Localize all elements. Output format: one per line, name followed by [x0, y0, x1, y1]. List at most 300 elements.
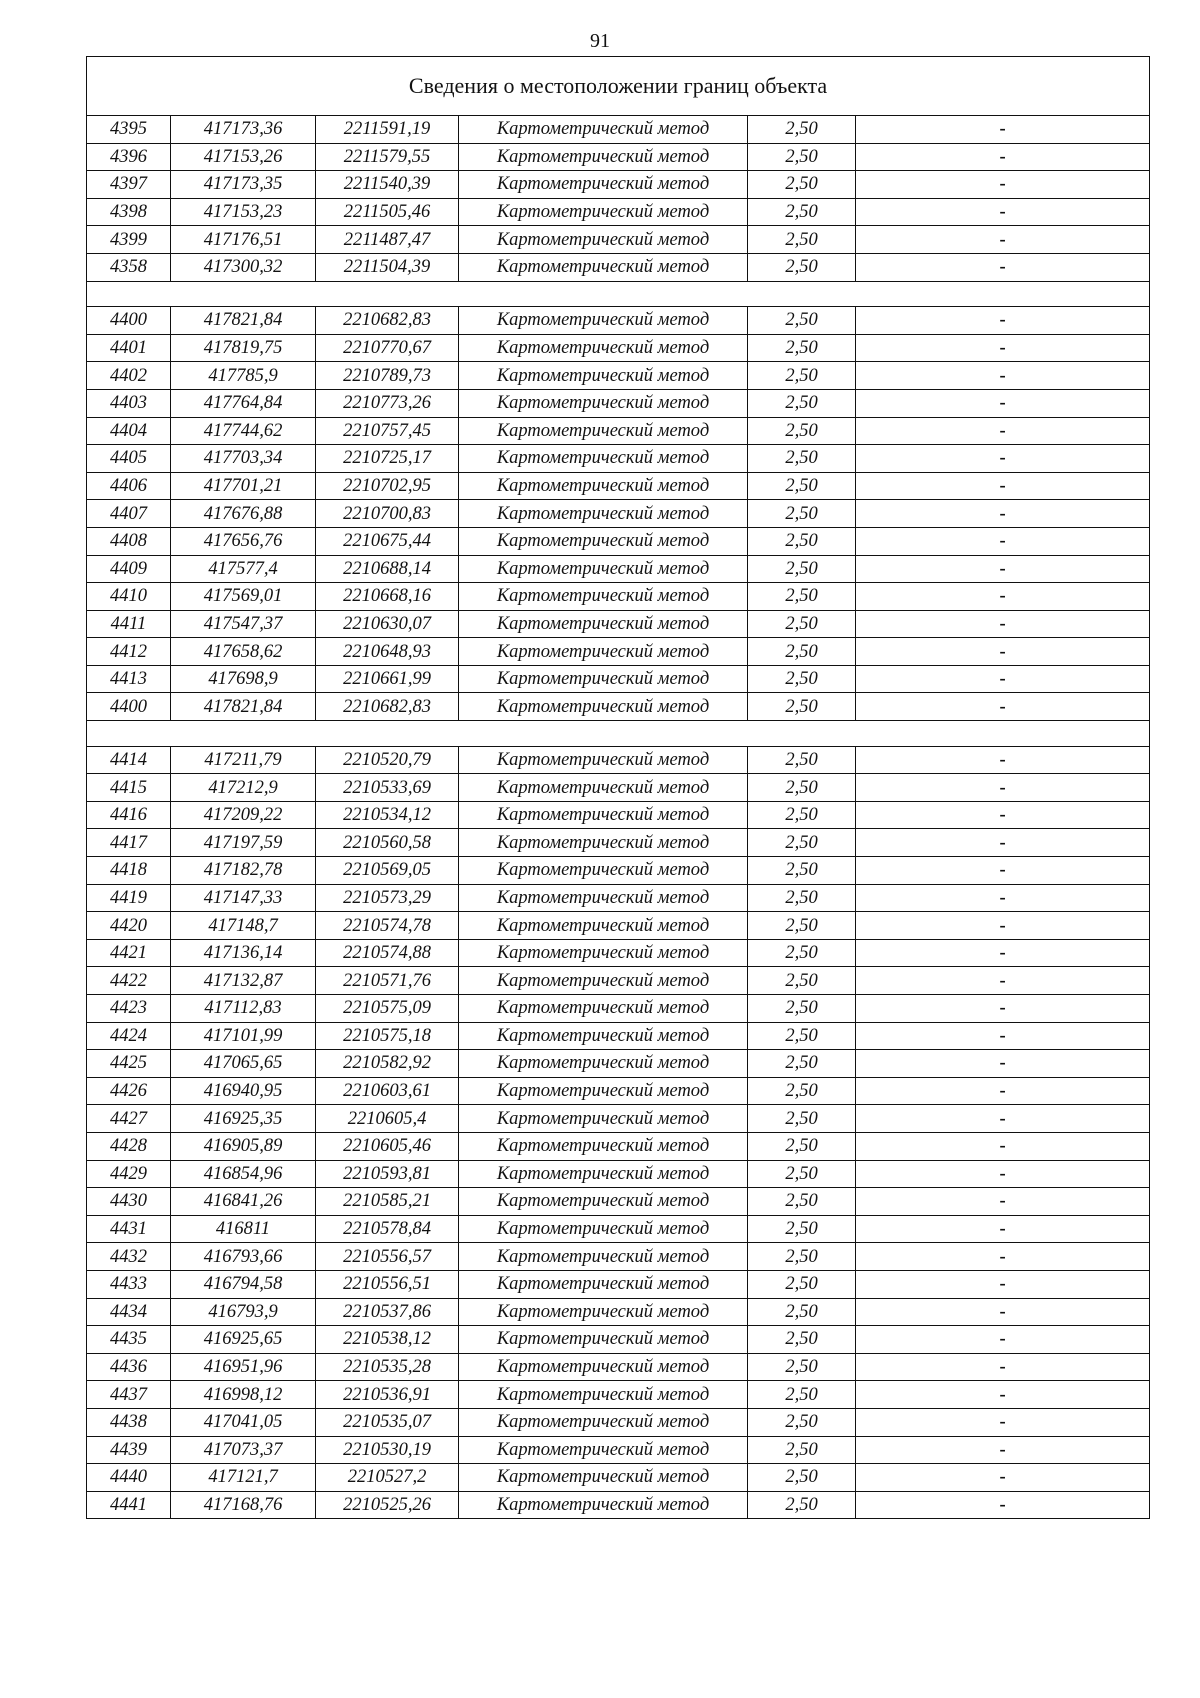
method-cell: Картометрический метод [459, 1050, 748, 1078]
table-row [87, 389, 1150, 417]
note-cell: - [856, 1160, 1150, 1188]
method-cell: Картометрический метод [459, 1270, 748, 1298]
note-cell: - [856, 1436, 1150, 1464]
y-coordinate-cell: 2210535,28 [316, 1353, 459, 1381]
method-cell: Картометрический метод [459, 362, 748, 390]
y-coordinate-cell: 2210603,61 [316, 1077, 459, 1105]
note-cell: - [856, 829, 1150, 857]
y-coordinate-cell: 2210675,44 [316, 527, 459, 555]
point-number-cell: 4401 [87, 334, 171, 362]
x-coordinate-cell: 416940,95 [171, 1077, 316, 1105]
y-coordinate-cell: 2210573,29 [316, 884, 459, 912]
y-coordinate-cell: 2210770,67 [316, 334, 459, 362]
method-cell: Картометрический метод [459, 417, 748, 445]
method-cell: Картометрический метод [459, 884, 748, 912]
point-number-cell: 4431 [87, 1215, 171, 1243]
point-number-cell: 4425 [87, 1050, 171, 1078]
note-cell: - [856, 1215, 1150, 1243]
note-cell: - [856, 967, 1150, 995]
x-coordinate-cell: 417698,9 [171, 665, 316, 693]
group-separator-row [87, 721, 1150, 747]
point-number-cell: 4399 [87, 226, 171, 254]
method-cell: Картометрический метод [459, 1188, 748, 1216]
method-cell: Картометрический метод [459, 171, 748, 199]
accuracy-cell: 2,50 [748, 253, 856, 281]
method-cell: Картометрический метод [459, 1077, 748, 1105]
accuracy-cell: 2,50 [748, 801, 856, 829]
note-cell: - [856, 939, 1150, 967]
x-coordinate-cell: 417701,21 [171, 472, 316, 500]
table-row [87, 1298, 1150, 1326]
table-row [87, 1215, 1150, 1243]
x-coordinate-cell: 416925,65 [171, 1326, 316, 1354]
table-row [87, 445, 1150, 473]
y-coordinate-cell: 2210668,16 [316, 583, 459, 611]
table-row [87, 1326, 1150, 1354]
y-coordinate-cell: 2210630,07 [316, 610, 459, 638]
point-number-cell: 4412 [87, 638, 171, 666]
accuracy-cell: 2,50 [748, 417, 856, 445]
table-row [87, 1050, 1150, 1078]
y-coordinate-cell: 2210571,76 [316, 967, 459, 995]
accuracy-cell: 2,50 [748, 1050, 856, 1078]
group-separator-row [87, 281, 1150, 307]
x-coordinate-cell: 417785,9 [171, 362, 316, 390]
point-number-cell: 4436 [87, 1353, 171, 1381]
accuracy-cell: 2,50 [748, 746, 856, 774]
accuracy-cell: 2,50 [748, 665, 856, 693]
accuracy-cell: 2,50 [748, 389, 856, 417]
accuracy-cell: 2,50 [748, 1436, 856, 1464]
accuracy-cell: 2,50 [748, 583, 856, 611]
x-coordinate-cell: 417703,34 [171, 445, 316, 473]
y-coordinate-cell: 2210574,88 [316, 939, 459, 967]
method-cell: Картометрический метод [459, 500, 748, 528]
accuracy-cell: 2,50 [748, 307, 856, 335]
y-coordinate-cell: 2210605,4 [316, 1105, 459, 1133]
y-coordinate-cell: 2210593,81 [316, 1160, 459, 1188]
table-row [87, 1160, 1150, 1188]
x-coordinate-cell: 417136,14 [171, 939, 316, 967]
note-cell: - [856, 334, 1150, 362]
x-coordinate-cell: 417658,62 [171, 638, 316, 666]
method-cell: Картометрический метод [459, 445, 748, 473]
table-row [87, 583, 1150, 611]
point-number-cell: 4440 [87, 1464, 171, 1492]
accuracy-cell: 2,50 [748, 1160, 856, 1188]
y-coordinate-cell: 2210556,57 [316, 1243, 459, 1271]
point-number-cell: 4437 [87, 1381, 171, 1409]
accuracy-cell: 2,50 [748, 967, 856, 995]
point-number-cell: 4428 [87, 1132, 171, 1160]
note-cell: - [856, 527, 1150, 555]
method-cell: Картометрический метод [459, 583, 748, 611]
x-coordinate-cell: 417209,22 [171, 801, 316, 829]
note-cell: - [856, 583, 1150, 611]
accuracy-cell: 2,50 [748, 638, 856, 666]
point-number-cell: 4429 [87, 1160, 171, 1188]
method-cell: Картометрический метод [459, 939, 748, 967]
point-number-cell: 4434 [87, 1298, 171, 1326]
table-row [87, 472, 1150, 500]
boundary-coordinates-table [86, 56, 1150, 1519]
method-cell: Картометрический метод [459, 829, 748, 857]
note-cell: - [856, 746, 1150, 774]
table-row [87, 362, 1150, 390]
y-coordinate-cell: 2210520,79 [316, 746, 459, 774]
point-number-cell: 4423 [87, 995, 171, 1023]
x-coordinate-cell: 417173,35 [171, 171, 316, 199]
table-row [87, 774, 1150, 802]
point-number-cell: 4358 [87, 253, 171, 281]
method-cell: Картометрический метод [459, 472, 748, 500]
y-coordinate-cell: 2210605,46 [316, 1132, 459, 1160]
y-coordinate-cell: 2210534,12 [316, 801, 459, 829]
x-coordinate-cell: 417821,84 [171, 307, 316, 335]
note-cell: - [856, 1132, 1150, 1160]
x-coordinate-cell: 417041,05 [171, 1408, 316, 1436]
y-coordinate-cell: 2210538,12 [316, 1326, 459, 1354]
table-row [87, 884, 1150, 912]
point-number-cell: 4413 [87, 665, 171, 693]
table-row [87, 143, 1150, 171]
table-row [87, 500, 1150, 528]
x-coordinate-cell: 417676,88 [171, 500, 316, 528]
table-row [87, 746, 1150, 774]
table-row [87, 801, 1150, 829]
point-number-cell: 4438 [87, 1408, 171, 1436]
method-cell: Картометрический метод [459, 527, 748, 555]
x-coordinate-cell: 417173,36 [171, 116, 316, 144]
note-cell: - [856, 995, 1150, 1023]
accuracy-cell: 2,50 [748, 939, 856, 967]
note-cell: - [856, 116, 1150, 144]
x-coordinate-cell: 417176,51 [171, 226, 316, 254]
accuracy-cell: 2,50 [748, 555, 856, 583]
table-row [87, 1464, 1150, 1492]
point-number-cell: 4395 [87, 116, 171, 144]
y-coordinate-cell: 2211505,46 [316, 198, 459, 226]
y-coordinate-cell: 2210530,19 [316, 1436, 459, 1464]
method-cell: Картометрический метод [459, 253, 748, 281]
table-row [87, 1105, 1150, 1133]
table-row [87, 1188, 1150, 1216]
y-coordinate-cell: 2210648,93 [316, 638, 459, 666]
method-cell: Картометрический метод [459, 1160, 748, 1188]
accuracy-cell: 2,50 [748, 143, 856, 171]
table-row [87, 967, 1150, 995]
y-coordinate-cell: 2210560,58 [316, 829, 459, 857]
note-cell: - [856, 1326, 1150, 1354]
accuracy-cell: 2,50 [748, 116, 856, 144]
method-cell: Картометрический метод [459, 1491, 748, 1519]
accuracy-cell: 2,50 [748, 362, 856, 390]
point-number-cell: 4405 [87, 445, 171, 473]
accuracy-cell: 2,50 [748, 500, 856, 528]
point-number-cell: 4420 [87, 912, 171, 940]
note-cell: - [856, 1077, 1150, 1105]
note-cell: - [856, 472, 1150, 500]
accuracy-cell: 2,50 [748, 884, 856, 912]
y-coordinate-cell: 2210556,51 [316, 1270, 459, 1298]
note-cell: - [856, 1270, 1150, 1298]
x-coordinate-cell: 417101,99 [171, 1022, 316, 1050]
table-row [87, 693, 1150, 721]
table-row [87, 610, 1150, 638]
method-cell: Картометрический метод [459, 307, 748, 335]
x-coordinate-cell: 416998,12 [171, 1381, 316, 1409]
point-number-cell: 4433 [87, 1270, 171, 1298]
table-row [87, 555, 1150, 583]
x-coordinate-cell: 417153,26 [171, 143, 316, 171]
table-title: Сведения о местоположении границ объекта [87, 57, 1150, 116]
accuracy-cell: 2,50 [748, 912, 856, 940]
note-cell: - [856, 445, 1150, 473]
method-cell: Картометрический метод [459, 774, 748, 802]
accuracy-cell: 2,50 [748, 1381, 856, 1409]
note-cell: - [856, 912, 1150, 940]
y-coordinate-cell: 2210533,69 [316, 774, 459, 802]
point-number-cell: 4414 [87, 746, 171, 774]
method-cell: Картометрический метод [459, 1326, 748, 1354]
note-cell: - [856, 1381, 1150, 1409]
point-number-cell: 4406 [87, 472, 171, 500]
x-coordinate-cell: 416951,96 [171, 1353, 316, 1381]
y-coordinate-cell: 2210702,95 [316, 472, 459, 500]
y-coordinate-cell: 2210682,83 [316, 307, 459, 335]
point-number-cell: 4417 [87, 829, 171, 857]
note-cell: - [856, 1050, 1150, 1078]
y-coordinate-cell: 2210789,73 [316, 362, 459, 390]
y-coordinate-cell: 2210661,99 [316, 665, 459, 693]
accuracy-cell: 2,50 [748, 198, 856, 226]
note-cell: - [856, 1022, 1150, 1050]
method-cell: Картометрический метод [459, 334, 748, 362]
accuracy-cell: 2,50 [748, 995, 856, 1023]
accuracy-cell: 2,50 [748, 1464, 856, 1492]
method-cell: Картометрический метод [459, 801, 748, 829]
table-row [87, 198, 1150, 226]
note-cell: - [856, 857, 1150, 885]
x-coordinate-cell: 416793,9 [171, 1298, 316, 1326]
accuracy-cell: 2,50 [748, 1298, 856, 1326]
method-cell: Картометрический метод [459, 389, 748, 417]
accuracy-cell: 2,50 [748, 1132, 856, 1160]
note-cell: - [856, 665, 1150, 693]
table-row [87, 527, 1150, 555]
note-cell: - [856, 884, 1150, 912]
point-number-cell: 4430 [87, 1188, 171, 1216]
note-cell: - [856, 1491, 1150, 1519]
table-row [87, 1243, 1150, 1271]
point-number-cell: 4411 [87, 610, 171, 638]
note-cell: - [856, 143, 1150, 171]
y-coordinate-cell: 2210582,92 [316, 1050, 459, 1078]
accuracy-cell: 2,50 [748, 445, 856, 473]
point-number-cell: 4402 [87, 362, 171, 390]
y-coordinate-cell: 2210574,78 [316, 912, 459, 940]
table-row [87, 1436, 1150, 1464]
x-coordinate-cell: 417112,83 [171, 995, 316, 1023]
y-coordinate-cell: 2210527,2 [316, 1464, 459, 1492]
x-coordinate-cell: 417073,37 [171, 1436, 316, 1464]
point-number-cell: 4408 [87, 527, 171, 555]
y-coordinate-cell: 2211591,19 [316, 116, 459, 144]
table-row [87, 226, 1150, 254]
table-row [87, 1077, 1150, 1105]
method-cell: Картометрический метод [459, 1436, 748, 1464]
table-row [87, 1132, 1150, 1160]
x-coordinate-cell: 417547,37 [171, 610, 316, 638]
method-cell: Картометрический метод [459, 1022, 748, 1050]
method-cell: Картометрический метод [459, 1298, 748, 1326]
accuracy-cell: 2,50 [748, 1270, 856, 1298]
x-coordinate-cell: 417132,87 [171, 967, 316, 995]
point-number-cell: 4398 [87, 198, 171, 226]
point-number-cell: 4435 [87, 1326, 171, 1354]
x-coordinate-cell: 417577,4 [171, 555, 316, 583]
y-coordinate-cell: 2210688,14 [316, 555, 459, 583]
y-coordinate-cell: 2210757,45 [316, 417, 459, 445]
table-row [87, 1353, 1150, 1381]
accuracy-cell: 2,50 [748, 1491, 856, 1519]
point-number-cell: 4441 [87, 1491, 171, 1519]
note-cell: - [856, 389, 1150, 417]
x-coordinate-cell: 417819,75 [171, 334, 316, 362]
point-number-cell: 4422 [87, 967, 171, 995]
x-coordinate-cell: 417211,79 [171, 746, 316, 774]
method-cell: Картометрический метод [459, 226, 748, 254]
point-number-cell: 4424 [87, 1022, 171, 1050]
x-coordinate-cell: 417821,84 [171, 693, 316, 721]
point-number-cell: 4400 [87, 693, 171, 721]
y-coordinate-cell: 2210700,83 [316, 500, 459, 528]
point-number-cell: 4403 [87, 389, 171, 417]
method-cell: Картометрический метод [459, 198, 748, 226]
y-coordinate-cell: 2210725,17 [316, 445, 459, 473]
accuracy-cell: 2,50 [748, 1077, 856, 1105]
x-coordinate-cell: 417168,76 [171, 1491, 316, 1519]
point-number-cell: 4404 [87, 417, 171, 445]
accuracy-cell: 2,50 [748, 829, 856, 857]
y-coordinate-cell: 2210682,83 [316, 693, 459, 721]
note-cell: - [856, 1243, 1150, 1271]
x-coordinate-cell: 416811 [171, 1215, 316, 1243]
table-row [87, 912, 1150, 940]
group-separator-cell [87, 281, 1150, 307]
table-row [87, 829, 1150, 857]
method-cell: Картометрический метод [459, 1105, 748, 1133]
table-row [87, 1022, 1150, 1050]
x-coordinate-cell: 417300,32 [171, 253, 316, 281]
accuracy-cell: 2,50 [748, 610, 856, 638]
y-coordinate-cell: 2210569,05 [316, 857, 459, 885]
method-cell: Картометрический метод [459, 143, 748, 171]
note-cell: - [856, 198, 1150, 226]
accuracy-cell: 2,50 [748, 527, 856, 555]
table-row [87, 638, 1150, 666]
point-number-cell: 4427 [87, 1105, 171, 1133]
table-row [87, 1408, 1150, 1436]
accuracy-cell: 2,50 [748, 857, 856, 885]
x-coordinate-cell: 417065,65 [171, 1050, 316, 1078]
method-cell: Картометрический метод [459, 1215, 748, 1243]
x-coordinate-cell: 416793,66 [171, 1243, 316, 1271]
table-row [87, 1381, 1150, 1409]
table-row [87, 253, 1150, 281]
note-cell: - [856, 362, 1150, 390]
y-coordinate-cell: 2211504,39 [316, 253, 459, 281]
y-coordinate-cell: 2211487,47 [316, 226, 459, 254]
table-row [87, 307, 1150, 335]
accuracy-cell: 2,50 [748, 171, 856, 199]
x-coordinate-cell: 417197,59 [171, 829, 316, 857]
method-cell: Картометрический метод [459, 116, 748, 144]
method-cell: Картометрический метод [459, 1243, 748, 1271]
method-cell: Картометрический метод [459, 693, 748, 721]
table-row [87, 116, 1150, 144]
method-cell: Картометрический метод [459, 555, 748, 583]
accuracy-cell: 2,50 [748, 1022, 856, 1050]
y-coordinate-cell: 2210773,26 [316, 389, 459, 417]
group-separator-cell [87, 721, 1150, 747]
method-cell: Картометрический метод [459, 638, 748, 666]
accuracy-cell: 2,50 [748, 1188, 856, 1216]
y-coordinate-cell: 2210536,91 [316, 1381, 459, 1409]
note-cell: - [856, 1298, 1150, 1326]
x-coordinate-cell: 417147,33 [171, 884, 316, 912]
point-number-cell: 4415 [87, 774, 171, 802]
y-coordinate-cell: 2211579,55 [316, 143, 459, 171]
table-row [87, 995, 1150, 1023]
y-coordinate-cell: 2210535,07 [316, 1408, 459, 1436]
table-row [87, 171, 1150, 199]
accuracy-cell: 2,50 [748, 693, 856, 721]
table-row [87, 665, 1150, 693]
page-number: 91 [590, 30, 610, 52]
table-row [87, 939, 1150, 967]
table-row [87, 857, 1150, 885]
method-cell: Картометрический метод [459, 857, 748, 885]
note-cell: - [856, 801, 1150, 829]
point-number-cell: 4418 [87, 857, 171, 885]
point-number-cell: 4409 [87, 555, 171, 583]
note-cell: - [856, 638, 1150, 666]
point-number-cell: 4432 [87, 1243, 171, 1271]
note-cell: - [856, 1188, 1150, 1216]
y-coordinate-cell: 2211540,39 [316, 171, 459, 199]
table-body [87, 57, 1150, 1519]
x-coordinate-cell: 417764,84 [171, 389, 316, 417]
point-number-cell: 4416 [87, 801, 171, 829]
y-coordinate-cell: 2210585,21 [316, 1188, 459, 1216]
y-coordinate-cell: 2210537,86 [316, 1298, 459, 1326]
x-coordinate-cell: 417148,7 [171, 912, 316, 940]
accuracy-cell: 2,50 [748, 774, 856, 802]
method-cell: Картометрический метод [459, 746, 748, 774]
note-cell: - [856, 774, 1150, 802]
table-row [87, 417, 1150, 445]
point-number-cell: 4419 [87, 884, 171, 912]
note-cell: - [856, 226, 1150, 254]
x-coordinate-cell: 416841,26 [171, 1188, 316, 1216]
x-coordinate-cell: 416905,89 [171, 1132, 316, 1160]
point-number-cell: 4410 [87, 583, 171, 611]
note-cell: - [856, 253, 1150, 281]
note-cell: - [856, 1464, 1150, 1492]
method-cell: Картометрический метод [459, 1132, 748, 1160]
table-row [87, 1491, 1150, 1519]
